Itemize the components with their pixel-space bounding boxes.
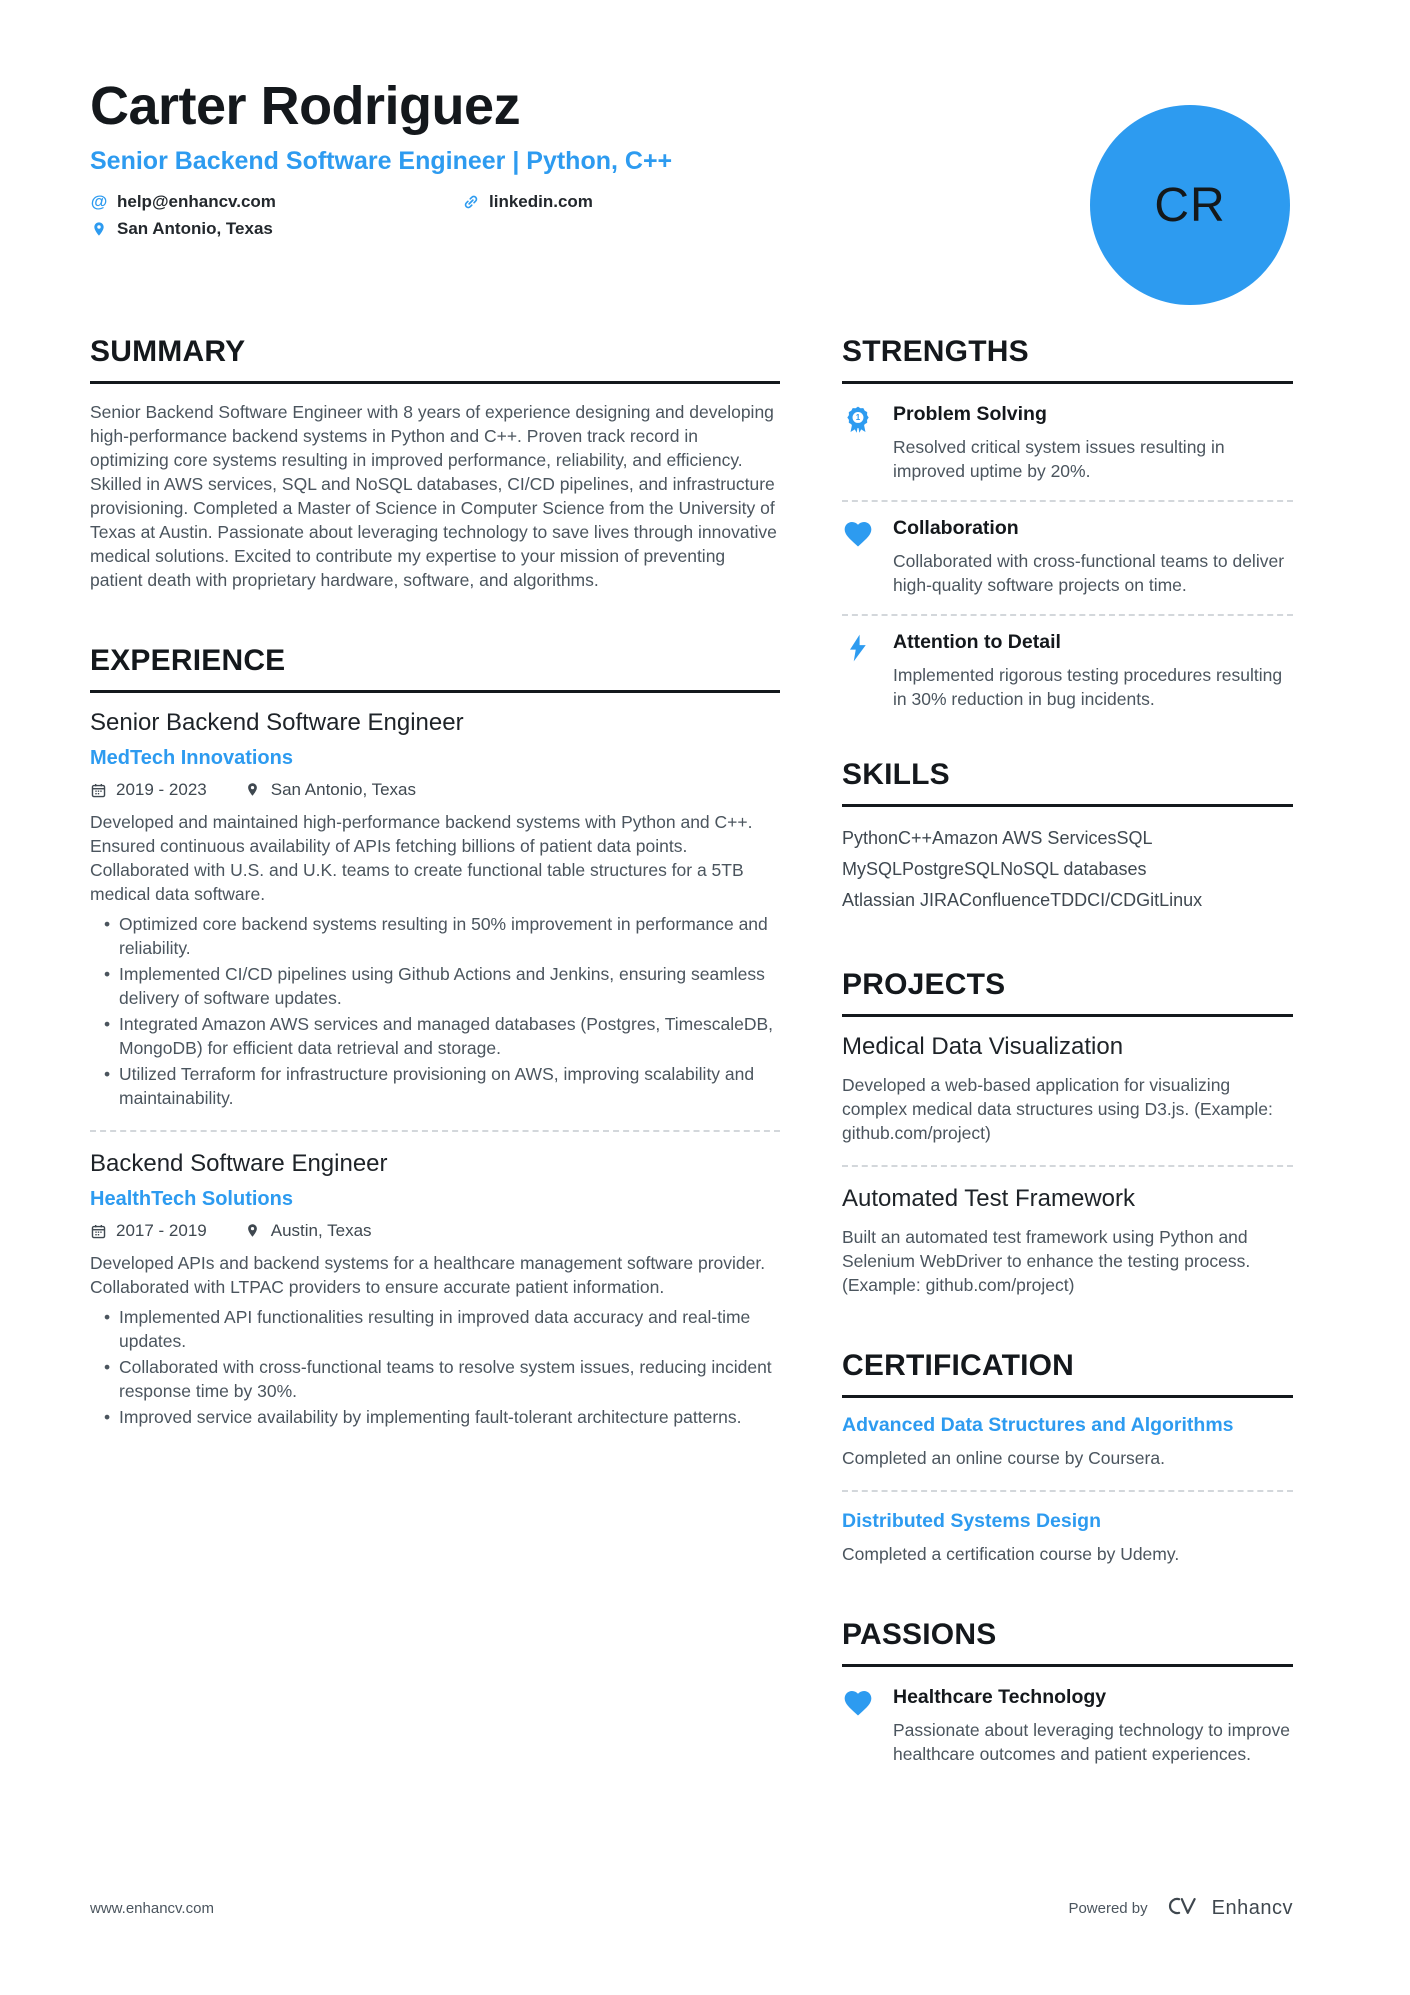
strength-text: Implemented rigorous testing procedures resulting in 30% reduction in bug incidents. (893, 665, 1283, 709)
linkedin-text[interactable]: linkedin.com (489, 192, 593, 211)
job-bullets (90, 912, 780, 1110)
location-pin-icon (245, 1223, 262, 1240)
certification-text: Completed a certification course by Udemy. (842, 1544, 1180, 1564)
experience-section (90, 644, 780, 1429)
project-title: Medical Data Visualization (842, 1033, 1124, 1060)
location-contact (90, 219, 462, 239)
project-text: Developed a web-based application for visualizing complex medical data structures using D3.js. (Example: github.com/project) (842, 1075, 1273, 1143)
left-column (90, 335, 780, 1835)
passion-title: Healthcare Technology (893, 1686, 1107, 1708)
person-name: Carter Rodriguez (90, 76, 521, 136)
certification-section (842, 1349, 1293, 1566)
bullet-item: • Optimized core backend systems resulting in 50% improvement in performance and reliability. (104, 912, 780, 960)
job-location: San Antonio, Texas (245, 780, 416, 800)
certification-text: Completed an online course by Coursera. (842, 1448, 1165, 1468)
bullet-item: • Collaborated with cross-functional teams to resolve system issues, reducing incident response time by 30%. (104, 1355, 780, 1403)
powered-by-label: Powered by (1068, 1900, 1148, 1917)
job-bullets (90, 1305, 780, 1429)
job-location: Austin, Texas (245, 1221, 372, 1241)
company-name: MedTech Innovations (90, 747, 293, 769)
bullet-item: • Utilized Terraform for infrastructure provisioning on AWS, improving scalability and maintainability. (104, 1062, 780, 1110)
bullet-item: • Improved service availability by implementing fault-tolerant architecture patterns. (104, 1405, 780, 1429)
job-dates: 2017 - 2019 (90, 1221, 207, 1241)
strengths-heading: STRENGTHS (842, 335, 1293, 384)
certification-heading: CERTIFICATION (842, 1349, 1293, 1398)
job-meta (90, 780, 780, 800)
right-column (842, 335, 1293, 1835)
bolt-icon (842, 631, 875, 711)
project-item (842, 1033, 1293, 1145)
job-description: Developed and maintained high-performance backend systems with Python and C++. Ensured continuous availability of APIs fetching billions of patient data points. Collaborated with U.S. and U.K. teams to create functional table structures for a 5TB medical data software. (90, 812, 753, 904)
entry-divider (90, 1130, 780, 1132)
location-pin-icon (90, 220, 108, 238)
entry-divider (842, 1165, 1293, 1167)
passions-section (842, 1618, 1293, 1783)
svg-text:1: 1 (855, 413, 861, 423)
skills-line: PythonC++Amazon AWS ServicesSQL (842, 828, 1153, 848)
calendar-icon (90, 782, 107, 799)
powered-by[interactable] (1068, 1894, 1293, 1923)
bullet-item: • Implemented CI/CD pipelines using Github Actions and Jenkins, ensuring seamless delivery of software updates. (104, 962, 780, 1010)
job-description: Developed APIs and backend systems for a healthcare management software provider. Collaborated with LTPAC providers to ensure accurate patient information. (90, 1253, 766, 1297)
job-title: Backend Software Engineer (90, 1150, 388, 1177)
projects-heading: PROJECTS (842, 968, 1293, 1017)
strength-title: Collaboration (893, 517, 1019, 539)
strength-item (842, 614, 1293, 728)
certification-item (842, 1414, 1293, 1470)
summary-heading: SUMMARY (90, 335, 780, 384)
calendar-icon (90, 1223, 107, 1240)
job-entry (90, 1150, 780, 1429)
linkedin-contact[interactable] (462, 192, 593, 212)
project-text: Built an automated test framework using Python and Selenium WebDriver to enhance the testing process. (Example: github.com/project) (842, 1227, 1251, 1295)
medal-icon (842, 403, 875, 483)
strengths-section (842, 335, 1293, 728)
certification-title: Distributed Systems Design (842, 1510, 1101, 1532)
summary-text: Senior Backend Software Engineer with 8 years of experience designing and developing high-performance backend systems in Python and C++. Proven track record in optimizing core systems resulting in improved performance, reliability, and efficiency. Skilled in AWS services, SQL and NoSQL databases, CI/CD pipelines, and infrastructure provisioning. Completed a Master of Science in Computer Science from the University of Texas at Austin. Passionate about leveraging technology to save lives through innovative medical solutions. Excited to contribute my expertise to your mission of preventing patient death with proprietary hardware, software, and algorithms. (90, 402, 777, 590)
location-pin-icon (245, 782, 262, 799)
skills-section (842, 758, 1293, 916)
bullet-item: • Integrated Amazon AWS services and managed databases (Postgres, TimescaleDB, MongoDB) for efficient data retrieval and storage. (104, 1012, 780, 1060)
strength-title: Problem Solving (893, 403, 1047, 425)
passions-heading: PASSIONS (842, 1618, 1293, 1667)
skills-line: MySQLPostgreSQLNoSQL databases (842, 859, 1147, 879)
strength-item (842, 500, 1293, 614)
heart-icon (842, 1686, 875, 1766)
bullet-item: • Implemented API functionalities resulting in improved data accuracy and real-time updates. (104, 1305, 780, 1353)
strength-text: Collaborated with cross-functional teams to deliver high-quality software projects on time. (893, 551, 1285, 595)
footer-site-link[interactable]: www.enhancv.com (90, 1900, 214, 1917)
job-headline: Senior Backend Software Engineer | Python, C++ (90, 147, 673, 175)
enhancv-logo-icon (1159, 1894, 1201, 1923)
email-contact[interactable] (90, 192, 462, 212)
avatar-initials: CR (1154, 178, 1226, 232)
job-meta (90, 1221, 780, 1241)
passion-text: Passionate about leveraging technology to improve healthcare outcomes and patient experiences. (893, 1720, 1290, 1764)
footer (90, 1894, 1293, 1923)
passion-item (842, 1671, 1293, 1783)
company-name: HealthTech Solutions (90, 1188, 293, 1210)
heart-icon (842, 517, 875, 597)
strength-text: Resolved critical system issues resulting in improved uptime by 20%. (893, 437, 1225, 481)
experience-heading: EXPERIENCE (90, 644, 780, 693)
strength-item (842, 388, 1293, 500)
avatar (1090, 105, 1290, 305)
certification-title: Advanced Data Structures and Algorithms (842, 1414, 1234, 1436)
project-item (842, 1185, 1293, 1297)
link-icon (462, 193, 480, 211)
strength-title: Attention to Detail (893, 631, 1061, 653)
at-icon: @ (90, 192, 108, 211)
job-title: Senior Backend Software Engineer (90, 709, 464, 736)
job-entry (90, 709, 780, 1110)
email-text[interactable]: help@enhancv.com (117, 192, 276, 211)
entry-divider (842, 1490, 1293, 1492)
columns (90, 335, 1293, 1835)
location-text: San Antonio, Texas (117, 219, 273, 238)
job-dates: 2019 - 2023 (90, 780, 207, 800)
brand-name: Enhancv (1211, 1897, 1293, 1919)
summary-section (90, 335, 780, 592)
certification-item (842, 1510, 1293, 1566)
skills-line: Atlassian JIRAConfluenceTDDCI/CDGitLinux (842, 890, 1203, 910)
skills-heading: SKILLS (842, 758, 1293, 807)
project-title: Automated Test Framework (842, 1185, 1136, 1212)
projects-section (842, 968, 1293, 1297)
